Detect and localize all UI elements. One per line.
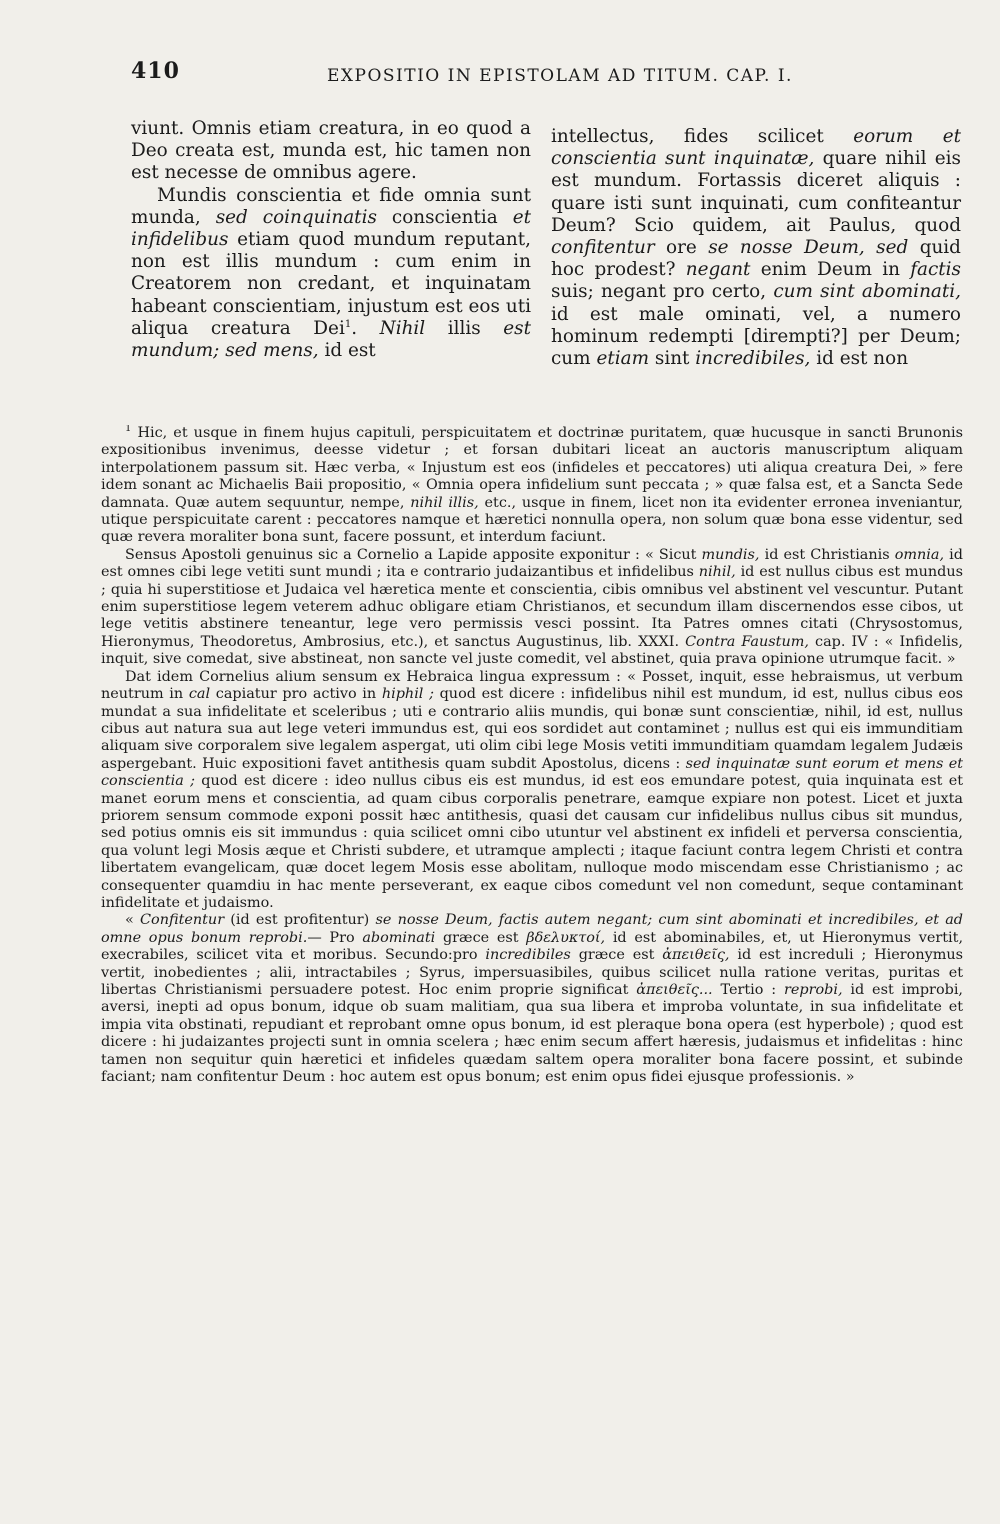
text-run: confitentur bbox=[551, 237, 655, 259]
text-run: id est increduli ; Hieronymus vertit, inobedientes ; alii, intractabiles ; Syrus, impersuasibiles, quibus scilicet nulla ratione veritas, puritas et libertas Christianismi persuadere potest. Hoc enim proprie significat bbox=[101, 947, 963, 998]
text-run: mundis, bbox=[701, 546, 760, 563]
text-run: Nihil bbox=[379, 317, 426, 339]
right-column bbox=[551, 126, 961, 370]
text-run: se nosse Deum, factis autem negant; cum sint abominati et incredibiles, et ad omne opus bonum reprobi. bbox=[101, 912, 963, 946]
text-run: incredibiles bbox=[485, 947, 571, 964]
text-run: cum sint abominati, bbox=[773, 281, 961, 303]
footnote-paragraph bbox=[101, 669, 963, 913]
text-run: . bbox=[351, 317, 358, 339]
text-run: id est nullus cibus est mundus ; quia hi superstitiose et Judaica vel hæretica mente et conscientia, cibis omnibus vel abstinent vel vescuntur. Putant enim superstitiose legem veterem adhuc obligare etiam Christianos, et secundum illam discernendos esse cibos, ut lege vetitis abstinere teneantur, lege vero permissis vesci possint. Ita Patres omnes citati (Chrysostomus, Hieronymus, Theodoretus, Ambrosius, etc.), et sanctus Augustinus, lib. XXXI. bbox=[101, 564, 963, 650]
footnote-paragraph bbox=[101, 425, 963, 547]
text-run: ore bbox=[666, 237, 697, 259]
text-run: quod est dicere : ideo nullus cibus eis est mundus, id est eos emundare potest, quia inquinata est et manet eorum mens et conscientia, ad quam cibus corporalis penetrare, eamque expiare non potest. Licet et juxta priorem sensum commode exponi possit hæc antithesis, quasi det causam cur infidelibus nullus cibus sit mundus, sed potius omnis eis sit immundus : quia scilicet omni cibo utuntur vel abstinent ex infideli et perversa conscientia, qua volunt legi Mosis æque et Christi subdere, et utramque amplecti ; itaque faciunt contra legem Christi et contra libertatem evangelicam, quæ docet legem Mosis esse abolitam, nulloque modo miscendam esse Christianismo ; ac consequenter quamdiu in hac mente perseverant, ex eaque cibos comedunt vel non comedunt, seque contaminant infidelitate et judaismo. bbox=[101, 773, 963, 911]
text-run: est mundum; sed mens, bbox=[131, 317, 531, 362]
text-run: ἀπειθεῖς, bbox=[662, 947, 730, 964]
paragraph bbox=[551, 126, 961, 370]
page-header bbox=[0, 58, 1000, 98]
text-run: incredibiles, bbox=[695, 348, 811, 370]
text-run: id est bbox=[324, 340, 376, 362]
text-run: ἀπειθεῖς... bbox=[636, 982, 713, 998]
text-run: reprobi, bbox=[783, 982, 843, 998]
text-run: illis bbox=[447, 317, 481, 339]
text-run: id est non bbox=[816, 348, 909, 370]
text-run: nihil illis, bbox=[410, 494, 479, 511]
left-column bbox=[131, 118, 531, 362]
text-run: græce est bbox=[578, 947, 655, 964]
text-run: et infidelibus bbox=[131, 206, 531, 251]
text-run: se nosse Deum, sed bbox=[708, 237, 909, 259]
text-run: sed coinquinatis bbox=[215, 206, 377, 228]
text-run: negant bbox=[685, 259, 751, 281]
text-run: quid hoc prodest? bbox=[551, 237, 961, 281]
footnote-paragraph bbox=[101, 547, 963, 669]
main-text bbox=[0, 118, 1000, 410]
text-run: nihil, bbox=[698, 564, 736, 581]
footnote-marker: 1 bbox=[125, 425, 132, 435]
text-run: intellectus, fides scilicet bbox=[551, 126, 824, 147]
running-title: EXPOSITIO IN EPISTOLAM AD TITUM. CAP. I. bbox=[327, 66, 793, 86]
paragraph: viunt. Omnis etiam creatura, in eo quod a Deo creata est, munda est, hic tamen non est necesse de omnibus agere. bbox=[131, 118, 531, 184]
text-run: cal bbox=[188, 686, 211, 703]
text-run: enim Deum in bbox=[760, 259, 900, 281]
text-run: quod est dicere : infidelibus nihil est mundum, id est, nullus cibus eos mundat a sua infidelitate et sceleribus ; uti e contrario aliis mundis, qui bonæ sunt conscientiæ, nihil, id est, nullus cibus aut natura sua aut lege veteri immundus est, qui eos sordidet aut contaminet ; nullus est qui eis immunditiam aliquam sive corporalem sive legalem aspergat, uti olim cibi lege Mosis vetiti immunditiam quamdam legalem Judæis aspergebant. Huic expositioni favet antithesis quam subdit Apostolus, dicens : bbox=[101, 686, 963, 772]
text-run: « bbox=[125, 912, 134, 929]
footnote-paragraph bbox=[101, 912, 963, 1086]
footnote-block bbox=[101, 425, 963, 1510]
text-run: cap. IV : « Infidelis, inquit, sive comedat, sive abstineat, non sancte vel juste comedit, vel abstinet, quia prava opinione utrumque facit. » bbox=[101, 633, 963, 668]
text-run: id est male ominati, vel, a numero hominum redempti [dirempti?] per Deum; cum bbox=[551, 303, 961, 370]
text-run: Dat idem Cornelius alium sensum ex Hebraica lingua expressum : « Posset, inquit, esse hebraismus, ut verbum neutrum in bbox=[101, 668, 963, 703]
text-run: quare nihil eis est mundum. Fortassis diceret aliquis : quare isti sunt inquinati, cum confiteantur Deum? Scio quidem, ait Paulus, quod bbox=[551, 148, 961, 236]
page-number: 410 bbox=[131, 58, 180, 84]
text-run: conscientia bbox=[391, 206, 498, 228]
footnote-marker: 1 bbox=[344, 318, 352, 330]
text-run: hiphil ; bbox=[381, 686, 434, 703]
text-run: etc., usque in finem, licet non ita evidenter erronea inveniantur, utique perspicuitate carent : peccatores namque et hæretici nonnulla opera, non solum quæ bona esse videntur, sed quæ revera moraliter bona sunt, facere possunt, et interdum faciunt. bbox=[101, 494, 963, 546]
text-run: βδελυκτοί, bbox=[526, 929, 606, 946]
text-run: Sensus Apostoli genuinus sic a Cornelio a Lapide apposite exponitur : « Sicut bbox=[125, 546, 697, 563]
text-run: id est abominabiles, et, ut Hieronymus vertit, execrabiles, scilicet vita et moribus. Secundo:pro bbox=[101, 929, 963, 964]
text-run: eorum et conscientia sunt inquinatæ, bbox=[551, 126, 961, 170]
text-run: factis bbox=[910, 259, 961, 281]
text-run: Tertio : bbox=[720, 982, 777, 998]
text-run: Mundis conscientia et fide omnia sunt munda, bbox=[131, 184, 531, 228]
text-run: etiam bbox=[596, 348, 650, 370]
text-run: suis; negant pro certo, bbox=[551, 281, 767, 303]
text-run: capiatur pro activo in bbox=[215, 686, 377, 703]
text-run: græce est bbox=[442, 929, 519, 946]
text-run: sint bbox=[654, 348, 690, 370]
text-run: Contra Faustum, bbox=[685, 633, 809, 650]
text-run: Hic, et usque in finem hujus capituli, perspicuitatem et doctrinæ puritatem, quæ hucusque in sancti Brunonis expositionibus invenimus, deesse videtur ; et forsan dubitari liceat an auctoris manuscriptum aliquam interpolationem passum sit. Hæc verba, « Injustum est eos (infideles et peccatores) uti aliqua creatura Dei, » fere idem sonant ac Michaelis Baii propositio, « Omnia opera infidelium sunt peccata ; » quæ falsa est, et a Sancta Sede damnata. Quæ autem sequuntur, nempe, bbox=[101, 425, 963, 511]
text-run: abominati bbox=[362, 929, 436, 946]
text-run: id est omnes cibi lege vetiti sunt mundi ; ita e contrario judaizantibus et infidelibus bbox=[101, 546, 963, 581]
text-run: id est Christianis bbox=[764, 546, 890, 563]
text-run: sed inquinatæ sunt eorum et mens et conscientia ; bbox=[101, 755, 963, 790]
text-run: etiam quod mundum reputant, non est illis mundum : cum enim in Creatorem non credant, et inquinatam habeant conscientiam, injustum est eos uti aliqua creatura Dei bbox=[131, 229, 531, 339]
text-run: omnia, bbox=[894, 546, 945, 563]
text-run: id est improbi, aversi, inepti ad opus bonum, idque ob suam malitiam, qua sua libera et improba voluntate, in sua infidelitate et impia vita obstinati, repudiant et reprobant omne opus bonum, id est pleraque bona opera (est hyperbole) ; quod est dicere : hi judaizantes projecti sunt in omnia scelera ; hæc enim secum affert hæresis, judaismus et infidelitas : hinc tamen non sequitur quin hæretici et infideles quædam saltem opera moraliter bona facere possint, et subinde faciant; nam confitentur Deum : hoc autem est opus bonum; est enim opus fidei ejusque professionis. » bbox=[101, 982, 963, 1086]
text-run: — Pro bbox=[307, 929, 355, 946]
paragraph bbox=[131, 185, 531, 363]
text-run: (id est profitentur) bbox=[230, 912, 370, 929]
text-run: Confitentur bbox=[140, 912, 225, 929]
